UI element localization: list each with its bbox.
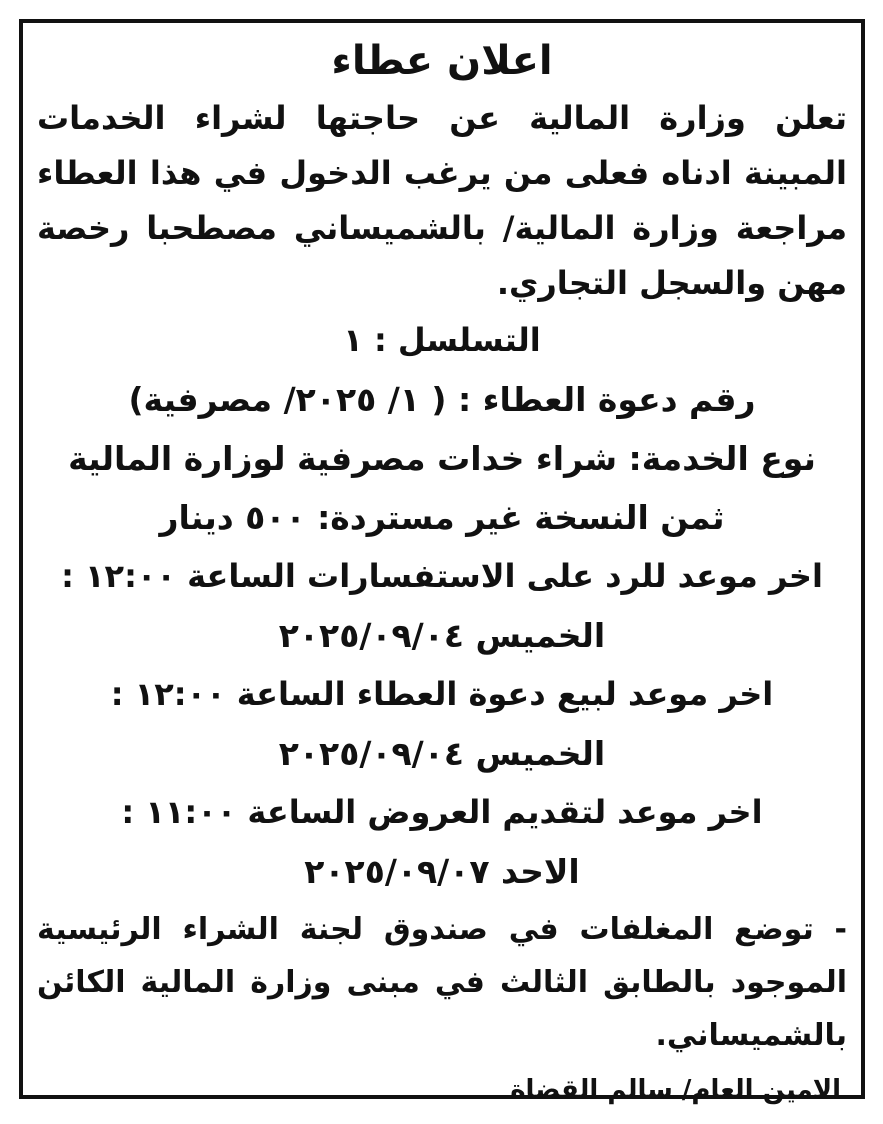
tender-number: رقم دعوة العطاء : ( ١/ ٢٠٢٥/ مصرفية)	[128, 380, 756, 419]
signature: الامين العام/ سالم القضاة	[510, 1075, 841, 1105]
submission-date: الاحد ٢٠٢٥/٠٩/٠٧	[304, 852, 580, 891]
notice-title: اعلان عطاء	[331, 38, 553, 84]
service-type: نوع الخدمة: شراء خدات مصرفية لوزارة المالية	[68, 439, 816, 478]
notice-content	[37, 31, 847, 1118]
sale-date: الخميس ٢٠٢٥/٠٩/٠٤	[278, 734, 606, 773]
inquiries-date: الخميس ٢٠٢٥/٠٩/٠٤	[278, 616, 606, 655]
notice-intro: تعلن وزارة المالية عن حاجتها لشراء الخدمات المبينة ادناه فعلى من يرغب الدخول في هذا العطاء مراجعة وزارة المالية/ بالشميساني مصطحبا رخصة مهن والسجل التجاري.	[37, 99, 847, 302]
notice-frame	[19, 19, 865, 1105]
serial-number: التسلسل : ١	[343, 321, 541, 359]
envelopes-note: - توضع المغلفات في صندوق لجنة الشراء الرئيسية الموجود بالطابق الثالث في مبنى وزارة المالية الكائن بالشميساني.	[37, 912, 847, 1053]
copy-price: ثمن النسخة غير مستردة: ٥٠٠ دينار	[159, 498, 725, 537]
inquiries-deadline: اخر موعد للرد على الاستفسارات الساعة ١٢:٠٠ :	[61, 557, 823, 595]
submission-deadline: اخر موعد لتقديم العروض الساعة ١١:٠٠ :	[121, 793, 763, 831]
sale-deadline: اخر موعد لبيع دعوة العطاء الساعة ١٢:٠٠ :	[110, 675, 774, 713]
